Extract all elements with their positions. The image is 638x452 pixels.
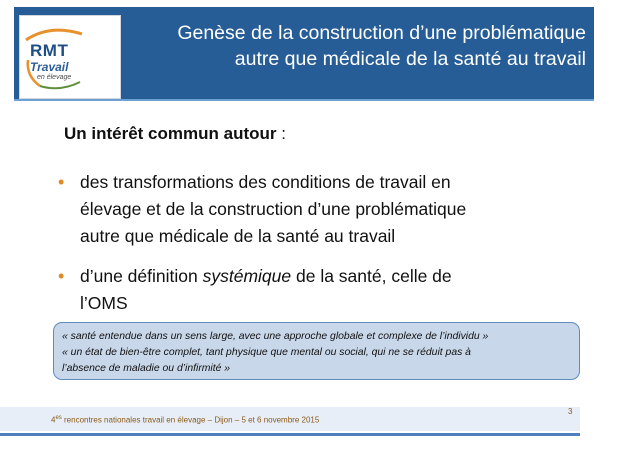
oms-definition-quote [53,322,580,380]
slide-title [110,20,586,72]
intro-bold: Un intérêt commun autour [64,124,277,143]
footer-event-text: rencontres nationales travail en élevage – Dijon – 5 et 6 novembre 2015 [61,415,320,425]
bullet-dot-icon: • [58,172,65,192]
intro-rest: : [276,124,286,143]
quote-line-3: l’absence de maladie ou d’infirmité » [62,363,231,374]
bullet-2-after: de la santé, celle de [291,266,452,286]
footer-ordinal: 4 [51,415,56,425]
quote-line-1: « santé entendue dans un sens large, avec une approche globale et complexe de l’individu » [62,331,489,342]
bullet-item [56,263,576,317]
logo-text-rmt: RMT [30,41,69,60]
intro-sentence [64,124,286,144]
bullet-2-italic: systémique [202,266,292,286]
footer-divider [0,433,580,436]
bullet-2-line-1 [80,263,576,290]
bullet-1-line-2: élevage et de la construction d’une problématique [80,199,467,219]
rmt-logo [19,15,121,99]
bullet-list [56,169,576,317]
bullet-2-before: d’une définition [80,266,203,286]
title-line-1: Genèse de la construction d’une problématique [177,22,586,44]
footer-event [51,412,319,427]
bullet-1-line-1: des transformations des conditions de travail en [80,172,451,192]
logo-text-elevage: en élevage [37,74,72,81]
bullet-dot-icon: • [58,266,65,286]
bullet-item [56,169,576,250]
quote-line-2: « un état de bien-être complet, tant physique que mental ou social, qui ne se réduit pas à [62,347,471,358]
bullet-text [80,263,576,317]
bullet-2-line-2: l’OMS [80,293,128,313]
title-line-2: autre que médicale de la santé au travail [234,48,586,70]
footer-ordinal-suffix: es [55,415,62,421]
logo-text-travail: Travail [30,60,69,74]
bullet-text [80,169,576,250]
bullet-1-line-3: autre que médicale de la santé au travail [80,226,396,246]
page-number: 3 [568,407,573,416]
